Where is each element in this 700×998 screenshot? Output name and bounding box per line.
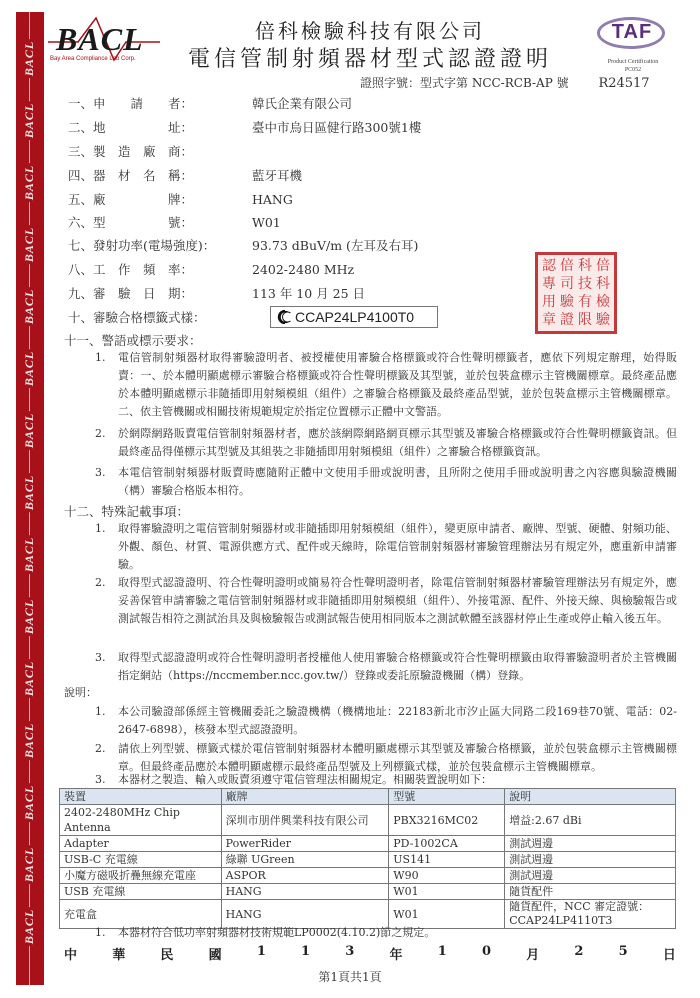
- table-row: 充電盒 HANG W01 隨貨配件，NCC 審定證號：CCAP24LP4110T3: [60, 900, 676, 929]
- certificate-number: 證照字號：型式字第 NCC-RCB-AP 號 R24517: [360, 76, 650, 91]
- field-frequency: 八、工 作 頻 率： 2402-2480 MHz: [68, 262, 355, 277]
- band-mark: BACL: [22, 598, 37, 634]
- notes-heading: 說明：: [64, 686, 97, 699]
- table-row: USB-C 充電線 綠聯 UGreen US141 測試週邊: [60, 852, 676, 868]
- notes-item-3: 3. 本器材之製造、輸入或販賣須遵守電信管理法相關規定。相關裝置說明如下：: [95, 773, 492, 786]
- table-header-row: [60, 789, 676, 805]
- band-mark: BACL: [22, 660, 37, 696]
- field-model: 六、型 號： W01: [68, 215, 281, 230]
- ncc-c-mark-icon: [276, 310, 292, 324]
- section-12-item-3: 3. 取得型式認證證明或符合性聲明證明者授權他人使用審驗合格標籤或符合性聲明標籤由取得審驗證明者於主管機關指定網站（https://nccmember.ncc.gov.tw/）登錄或委託原驗證機關（構）登錄。: [95, 651, 677, 682]
- section-12-heading: 十二、特殊記載事項：: [64, 504, 190, 519]
- section-11-heading: 十一、警語或標示要求：: [64, 333, 202, 348]
- issue-date: 中 華 民 國 1 1 3 年 1 0 月 2 5 日: [64, 944, 676, 963]
- field-equipment-name: 四、器 材 名 稱： 藍牙耳機: [68, 168, 303, 183]
- field-manufacturer: 三、製 造 廠 商：: [68, 144, 194, 159]
- band-mark: BACL: [22, 288, 37, 324]
- company-name: 倍科檢驗科技有限公司: [255, 19, 485, 43]
- band-mark: BACL: [22, 722, 37, 758]
- band-mark: BACL: [22, 40, 37, 76]
- band-mark: BACL: [22, 412, 37, 448]
- company-seal: 認 倍 科 倍 專 司 技 科 用 驗 有 檢 章 證 限 驗: [535, 252, 617, 334]
- approval-mark-box: [270, 306, 438, 328]
- section-11-item-2: 2. 於網際網路販賣電信管制射頻器材者，應於該網際網路網頁標示其型號及審驗合格標籤或符合性聲明標籤資訊。但最終產品得僅標示其型號及其組裝之非隨插即用射頻模組（組件）之審驗合格標籤資訊。: [95, 427, 677, 458]
- band-mark: BACL: [22, 908, 37, 944]
- notes-item-2: 2. 請依上列型號、標籤式樣於電信管制射頻器材本體明顯處標示其型號及審驗合格標籤，並於包裝盒標示主管機關標章。但最終產品應於本體明顯處標示最終產品型號及上列標籤式樣，並於包裝盒標示主管機關標章。: [95, 742, 677, 773]
- band-mark: BACL: [22, 102, 37, 138]
- side-security-band: [16, 12, 44, 985]
- page-number: 第1頁共1頁: [318, 970, 382, 984]
- logo-subtitle: Bay Area Compliance Lab Corp.: [50, 56, 136, 62]
- band-mark: BACL: [22, 164, 37, 200]
- band-mark: BACL: [22, 350, 37, 386]
- column-header-brand: 廠牌: [221, 789, 389, 805]
- band-mark: BACL: [22, 784, 37, 820]
- section-12-item-2: 2. 取得型式認證證明、符合性聲明證明或簡易符合性聲明證明者，除電信管制射頻器材審驗管理辦法另有規定外，應妥善保管申請審驗之電信管制射頻器材或非隨插即用射頻模組（組件）、外接電源、配件、外接天線、與檢驗報告或測試報告相符之測試治具及與檢驗報告或測試報告使用相同版本之測試軟體至該器材停止生產或停止輸入後五年。: [95, 576, 677, 625]
- field-transmit-power: 七、發射功率(電場強度)： 93.73 dBuV/m (左耳及右耳): [68, 238, 419, 253]
- field-address: 二、地 址： 臺中市烏日區健行路300號1樓: [68, 120, 422, 135]
- section-12-item-1: 1. 取得審驗證明之電信管制射頻器材或非隨插即用射頻模組（組件），變更原申請者、廠牌、型號、硬體、射頻功能、外觀、顏色、材質、電源供應方式、配件或天線時，除電信管制射頻器材審驗管理辦法另有規定外，應重新申請審驗。: [95, 522, 677, 571]
- table-row: 小魔方磁吸折疊無線充電座 ASPOR W90 測試週邊: [60, 868, 676, 884]
- logo-wordmark: BACL: [56, 21, 144, 57]
- field-brand: 五、廠 牌： HANG: [68, 192, 293, 207]
- column-header-model: 型號: [389, 789, 505, 805]
- taf-caption: Product Certification PC052: [607, 59, 659, 73]
- band-mark: BACL: [22, 536, 37, 572]
- notes-item-1: 1. 本公司驗證部係經主管機關委託之驗證機構（機構地址：22183新北市汐止區大同路二段169巷70號、電話：02-2647-6898），核發本型式認證證明。: [95, 705, 677, 736]
- section-11-item-1: 1. 電信管制射頻器材取得審驗證明者、被授權使用審驗合格標籤或符合性聲明標籤者，應依下列規定辦理，始得販賣：一、於本體明顯處標示審驗合格標籤或符合性聲明標籤及其型號，並於包裝盒標示主管機關標章。最終產品應於本體明顯處標示非隨插即用射頻模組（組件）之審驗合格標籤及最終產品型號，並於包裝盒標示主管機關標章。二、依主管機關或相關技術規範規定於指定位置標示正體中文警語。: [95, 351, 677, 418]
- column-header-description: 說明: [505, 789, 676, 805]
- table-note: 1. 本器材符合低功率射頻器材技術規範LP0002(4.10.2)節之規定。: [95, 926, 436, 939]
- document-title: 電信管制射頻器材型式認證證明: [187, 47, 552, 72]
- taf-logo: TAF: [595, 17, 671, 59]
- band-mark: BACL: [22, 226, 37, 262]
- approval-mark-code: CCAP24LP4100T0: [295, 309, 415, 325]
- table-row: Adapter PowerRider PD-1002CA 測試週邊: [60, 836, 676, 852]
- band-mark: BACL: [22, 846, 37, 882]
- device-table: [59, 788, 676, 929]
- band-mark: BACL: [22, 474, 37, 510]
- field-review-date: 九、審 驗 日 期： 113 年 10 月 25 日: [68, 286, 366, 301]
- bacl-logo: [48, 16, 160, 66]
- column-header-device: 裝置: [60, 789, 222, 805]
- section-11-item-3: 3. 本電信管制射頻器材販賣時應隨附正體中文使用手冊或說明書，且所附之使用手冊或說明書之內容應與驗證機關（構）審驗合格版本相符。: [95, 466, 677, 497]
- field-applicant: 一、申 請 者： 韓氏企業有限公司: [68, 96, 353, 111]
- table-row: USB 充電線 HANG W01 隨貨配件: [60, 884, 676, 900]
- table-row: 2402-2480MHz Chip Antenna 深圳市朋伴興業科技有限公司 PBX3216MC02 增益:2.67 dBi: [60, 805, 676, 836]
- field-label-sample: 十、審驗合格標籤式樣：: [68, 310, 206, 325]
